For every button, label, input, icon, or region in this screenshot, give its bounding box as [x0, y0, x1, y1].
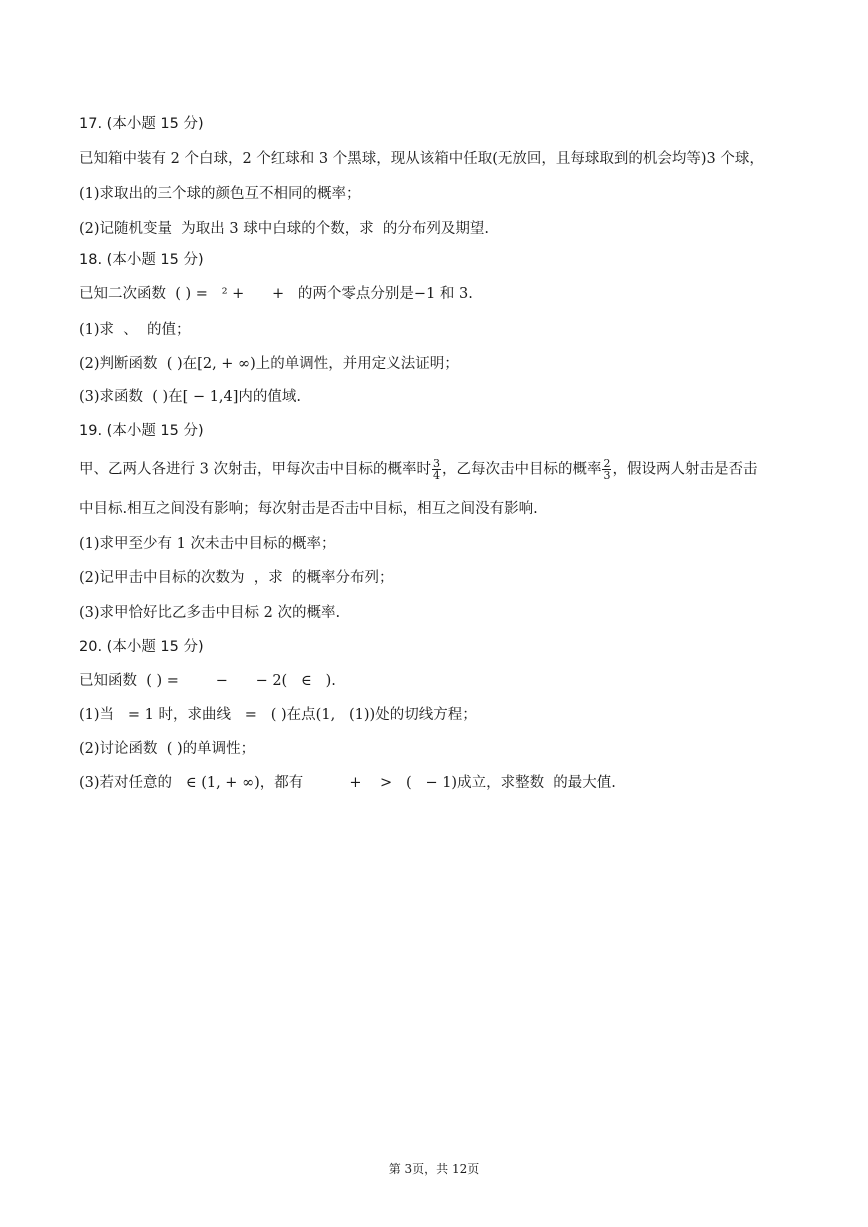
problem-19-stem-c: ，假设两人射击是否击 [612, 461, 758, 478]
problem-20-part-3: (3)若对任意的 ∈ (1, + ∞)，都有 + > ( − 1)成立，求整数 的最大值. [79, 775, 616, 791]
problem-19-part-1: (1)求甲至少有 1 次未击中目标的概率； [79, 536, 336, 552]
problem-20-part-2: (2)讨论函数 ( )的单调性； [79, 741, 256, 757]
problem-19-stem [79, 458, 757, 481]
page-footer: 第 3页，共 12页 [388, 1162, 480, 1176]
problem-20-header: 20. (本小题 15 分) [79, 639, 204, 655]
problem-18-part-1: (1)求 、 的值； [79, 322, 191, 338]
problem-19-part-2: (2)记甲击中目标的次数为 ，求 的概率分布列； [79, 570, 394, 586]
problem-18-part-2: (2)判断函数 ( )在[2, + ∞)上的单调性，并用定义法证明； [79, 356, 459, 372]
problem-20-stem: 已知函数 ( ) = − − 2( ∈ ). [79, 673, 336, 689]
problem-19-stem-a: 甲、乙两人各进行 3 次射击，甲每次击中目标的概率时 [79, 461, 431, 478]
problem-17-stem: 已知箱中装有 2 个白球，2 个红球和 3 个黑球，现从该箱中任取(无放回，且每球取到的机会均等)3 个球， [79, 151, 764, 167]
problem-19-stem-cont: 中目标.相互之间没有影响；每次射击是否击中目标，相互之间没有影响. [79, 501, 538, 517]
problem-18-part-3: (3)求函数 ( )在[ − 1,4]内的值域. [79, 389, 302, 405]
problem-17-header: 17. (本小题 15 分) [79, 116, 204, 132]
problem-19-part-3: (3)求甲恰好比乙多击中目标 2 次的概率. [79, 605, 341, 621]
problem-17-part-1: (1)求取出的三个球的颜色互不相同的概率； [79, 186, 361, 202]
problem-17-part-2: (2)记随机变量 为取出 3 球中白球的个数，求 的分布列及期望. [79, 221, 490, 237]
fraction-three-quarters: $\frac{3}{4}$ [432, 457, 440, 482]
problem-18-header: 18. (本小题 15 分) [79, 252, 204, 268]
problem-20-part-1: (1)当 = 1 时，求曲线 = ( )在点(1, (1))处的切线方程； [79, 707, 477, 723]
fraction-two-thirds: $\frac{2}{3}$ [603, 457, 611, 482]
problem-19-stem-b: ，乙每次击中目标的概率 [441, 461, 602, 478]
problem-18-stem: 已知二次函数 ( ) = ² + + 的两个零点分别是−1 和 3. [79, 286, 473, 302]
problem-19-header: 19. (本小题 15 分) [79, 423, 204, 439]
